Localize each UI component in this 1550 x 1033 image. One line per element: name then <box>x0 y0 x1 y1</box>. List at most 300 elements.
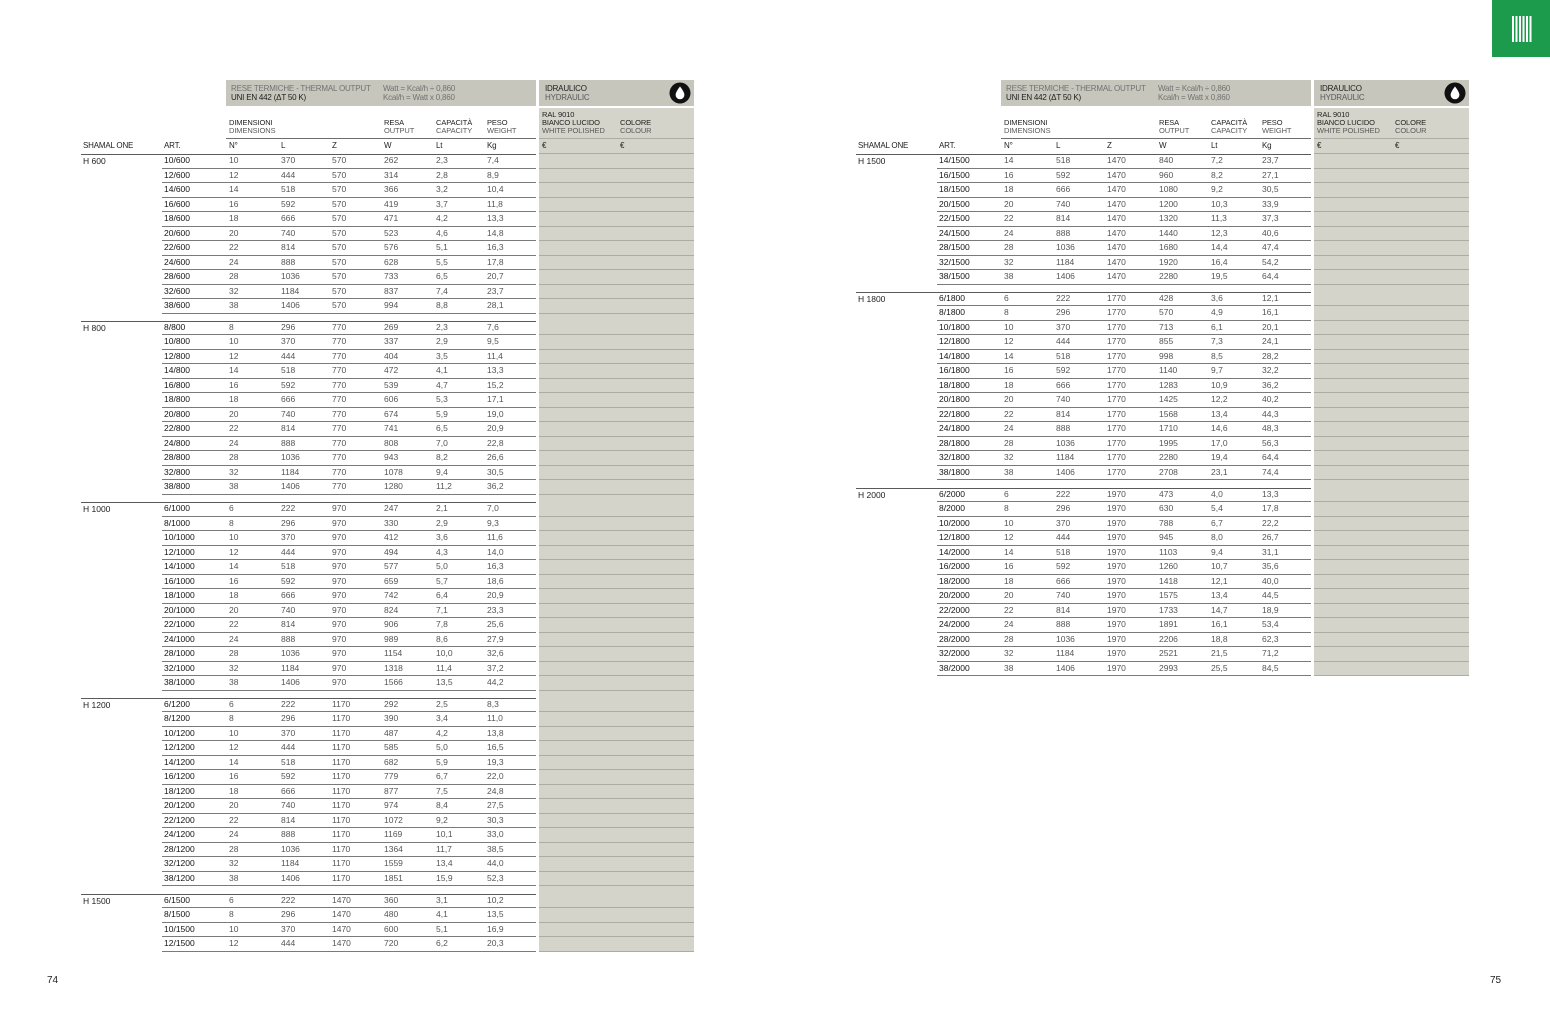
height-mm: 1970 <box>1107 503 1126 513</box>
table-row <box>937 531 1469 546</box>
weight-kg: 15,2 <box>487 379 504 390</box>
length-mm: 592 <box>281 575 296 586</box>
length-mm: 518 <box>1056 155 1071 165</box>
article-code: 32/800 <box>164 466 190 477</box>
length-mm: 740 <box>1056 198 1071 209</box>
capacity-label-it: CAPACITÀ <box>1211 118 1248 127</box>
length-mm: 1184 <box>1056 648 1075 658</box>
capacity-litres: 5,0 <box>436 561 448 571</box>
row-values <box>937 647 1311 662</box>
capacity-litres: 8,8 <box>436 300 448 310</box>
weight-kg: 19,0 <box>487 408 504 419</box>
weight-label-en: WEIGHT <box>1262 126 1292 135</box>
table-row <box>937 618 1469 633</box>
price-cell <box>1314 618 1469 633</box>
output-watt: 472 <box>384 365 399 376</box>
capacity-litres: 5,9 <box>436 756 448 767</box>
table-row <box>937 589 1469 604</box>
article-code: 38/1500 <box>939 271 970 281</box>
capacity-litres: 9,4 <box>1211 546 1223 557</box>
article-code: 32/1500 <box>939 256 970 267</box>
element-count: 6 <box>1004 292 1009 303</box>
article-code: 22/1500 <box>939 213 970 223</box>
element-count: 28 <box>229 648 239 658</box>
capacity-litres: 9,7 <box>1211 365 1223 376</box>
height-group <box>81 894 694 952</box>
height-mm: 1770 <box>1107 336 1126 347</box>
table-row <box>162 198 694 213</box>
element-count: 16 <box>1004 365 1014 376</box>
length-mm: 814 <box>281 423 296 434</box>
weight-kg: 62,3 <box>1262 633 1279 644</box>
length-mm: 296 <box>1056 307 1071 318</box>
capacity-litres: 16,1 <box>1211 619 1228 629</box>
length-mm: 296 <box>1056 503 1071 513</box>
element-count: 24 <box>229 437 239 448</box>
row-values <box>937 618 1311 633</box>
capacity-litres: 2,8 <box>436 169 448 180</box>
article-code: 38/2000 <box>939 662 970 673</box>
element-count: 18 <box>1004 379 1014 390</box>
article-code: 22/800 <box>164 423 190 434</box>
length-mm: 1036 <box>281 271 300 281</box>
capacity-label-en: CAPACITY <box>436 126 473 135</box>
weight-kg: 37,2 <box>487 662 504 673</box>
output-watt: 473 <box>1159 488 1174 499</box>
table-row <box>162 894 694 909</box>
price-cell <box>539 270 694 285</box>
capacity-litres: 2,1 <box>436 503 448 513</box>
output-watt: 570 <box>1159 307 1174 318</box>
output-watt: 1891 <box>1159 619 1178 629</box>
height-group <box>81 698 694 887</box>
output-watt: 855 <box>1159 336 1174 347</box>
table-row <box>937 364 1469 379</box>
height-mm: 1970 <box>1107 575 1126 586</box>
length-mm: 814 <box>281 242 296 252</box>
weight-kg: 71,2 <box>1262 648 1279 658</box>
article-code: 12/1200 <box>164 742 195 753</box>
weight-kg: 18,9 <box>1262 604 1279 615</box>
capacity-litres: 5,1 <box>436 923 448 934</box>
capacity-litres: 6,7 <box>436 771 448 782</box>
output-watt: 808 <box>384 437 399 448</box>
height-mm: 1470 <box>332 923 351 934</box>
weight-kg: 64,4 <box>1262 271 1279 281</box>
weight-kg: 40,0 <box>1262 575 1279 586</box>
length-mm: 740 <box>1056 394 1071 405</box>
article-code: 8/800 <box>164 321 186 332</box>
element-count: 32 <box>1004 452 1014 463</box>
height-mm: 1170 <box>332 771 351 782</box>
height-mm: 570 <box>332 184 347 194</box>
length-mm: 444 <box>281 350 296 361</box>
article-code: 22/1000 <box>164 619 195 629</box>
length-mm: 814 <box>1056 408 1071 419</box>
output-watt: 974 <box>384 800 399 811</box>
length-mm: 370 <box>1056 517 1071 528</box>
table-row <box>162 604 694 619</box>
height-mm: 770 <box>332 365 347 376</box>
element-count: 10 <box>229 532 239 542</box>
table-row <box>162 785 694 800</box>
weight-kg: 74,4 <box>1262 466 1279 477</box>
element-count: 6 <box>229 503 234 513</box>
element-count: 32 <box>1004 648 1014 658</box>
price-cell <box>1314 575 1469 590</box>
row-values <box>162 285 536 300</box>
height-mm: 770 <box>332 336 347 347</box>
row-values <box>937 364 1311 379</box>
height-mm: 1470 <box>332 894 351 905</box>
weight-kg: 30,5 <box>1262 184 1279 194</box>
price-cell <box>539 321 694 336</box>
article-code: 8/2000 <box>939 503 965 513</box>
length-mm: 296 <box>281 713 296 724</box>
output-watt: 330 <box>384 517 399 528</box>
weight-kg: 30,5 <box>487 466 504 477</box>
colour-label-en: COLOUR <box>620 126 652 135</box>
length-mm: 518 <box>281 561 296 571</box>
table-row <box>162 437 694 452</box>
capacity-litres: 11,2 <box>436 481 452 492</box>
article-code: 20/1500 <box>939 198 970 209</box>
output-watt: 1140 <box>1159 365 1178 376</box>
output-watt: 337 <box>384 336 399 347</box>
price-cell <box>539 698 694 713</box>
height-mm: 1770 <box>1107 350 1126 361</box>
table-row <box>937 270 1469 285</box>
table-row <box>937 408 1469 423</box>
capacity-litres: 12,2 <box>1211 394 1228 405</box>
capacity-litres: 5,5 <box>436 256 448 267</box>
height-mm: 1170 <box>332 858 351 869</box>
price-cell <box>1314 589 1469 604</box>
output-watt: 1318 <box>384 662 403 673</box>
element-count: 20 <box>229 604 239 615</box>
weight-kg: 31,1 <box>1262 546 1279 557</box>
capacity-litres: 7,5 <box>436 785 448 796</box>
row-values <box>937 212 1311 227</box>
capacity-litres: 7,3 <box>1211 336 1223 347</box>
output-watt: 1440 <box>1159 227 1178 238</box>
table-row <box>937 169 1469 184</box>
capacity-litres: 17,0 <box>1211 437 1228 448</box>
row-values <box>162 299 536 314</box>
height-mm: 770 <box>332 466 347 477</box>
row-values <box>937 379 1311 394</box>
row-values <box>937 227 1311 242</box>
height-mm: 1770 <box>1107 437 1126 448</box>
output-watt: 480 <box>384 909 399 919</box>
table-body <box>856 154 1469 676</box>
height-mm: 1970 <box>1107 662 1126 673</box>
output-watt: 960 <box>1159 169 1174 180</box>
price-cell <box>539 227 694 242</box>
element-count: 20 <box>229 408 239 419</box>
capacity-litres: 8,5 <box>1211 350 1223 361</box>
element-count: 18 <box>1004 575 1014 586</box>
height-mm: 1470 <box>1107 227 1126 238</box>
output-watt: 419 <box>384 198 399 209</box>
article-code: 10/1200 <box>164 727 195 738</box>
table-row <box>162 633 694 648</box>
table-row <box>937 292 1469 307</box>
capacity-litres: 7,2 <box>1211 155 1223 165</box>
group-height-label: H 1500 <box>858 156 886 166</box>
kcal-formula: Kcal/h = Watt x 0,860 <box>1158 93 1230 102</box>
length-mm: 592 <box>281 771 296 782</box>
length-mm: 666 <box>1056 184 1071 194</box>
price-cell <box>539 589 694 604</box>
height-mm: 570 <box>332 285 347 296</box>
length-mm: 1184 <box>281 662 300 673</box>
price-cell <box>1314 241 1469 256</box>
article-code: 6/1000 <box>164 503 190 513</box>
height-mm: 1970 <box>1107 633 1126 644</box>
article-code: 28/1500 <box>939 242 970 252</box>
price-cell <box>539 618 694 633</box>
length-mm: 222 <box>281 894 296 905</box>
price-cell <box>539 183 694 198</box>
price-cell <box>539 647 694 662</box>
price-cell <box>539 633 694 648</box>
weight-kg: 16,3 <box>487 242 504 252</box>
element-count: 20 <box>229 227 239 238</box>
height-mm: 1970 <box>1107 546 1126 557</box>
output-watt: 840 <box>1159 155 1174 165</box>
price-cell <box>539 285 694 300</box>
table-row <box>162 575 694 590</box>
element-count: 8 <box>229 909 234 919</box>
height-mm: 1170 <box>332 814 351 825</box>
length-mm: 592 <box>1056 365 1071 376</box>
row-values <box>162 857 536 872</box>
output-watt: 1575 <box>1159 590 1178 600</box>
length-mm: 666 <box>281 785 296 796</box>
length-mm: 222 <box>1056 488 1071 499</box>
column-header-price-white: € <box>1317 141 1322 150</box>
element-count: 18 <box>229 785 239 796</box>
price-cell <box>539 364 694 379</box>
length-mm: 740 <box>281 408 296 419</box>
price-cell <box>539 937 694 952</box>
price-cell <box>539 546 694 561</box>
price-cell <box>539 662 694 677</box>
length-mm: 370 <box>1056 321 1071 332</box>
height-mm: 1470 <box>1107 198 1126 209</box>
element-count: 6 <box>229 894 234 905</box>
article-code: 16/1200 <box>164 771 195 782</box>
height-mm: 970 <box>332 604 347 615</box>
price-cell <box>539 923 694 938</box>
weight-kg: 16,5 <box>487 742 504 753</box>
row-values <box>162 828 536 843</box>
capacity-label-en: CAPACITY <box>1211 126 1248 135</box>
row-values <box>162 517 536 532</box>
capacity-litres: 7,0 <box>436 437 448 448</box>
table-row <box>162 756 694 771</box>
row-values <box>937 408 1311 423</box>
length-mm: 888 <box>281 256 296 267</box>
length-mm: 666 <box>281 590 296 600</box>
table-row <box>937 437 1469 452</box>
row-values <box>162 575 536 590</box>
table-row <box>162 770 694 785</box>
height-mm: 1970 <box>1107 619 1126 629</box>
weight-kg: 44,2 <box>487 677 504 687</box>
length-mm: 888 <box>281 633 296 644</box>
article-code: 28/1800 <box>939 437 970 448</box>
group-height-label: H 1000 <box>83 504 111 514</box>
row-values <box>937 633 1311 648</box>
price-cell <box>539 451 694 466</box>
element-count: 18 <box>229 394 239 405</box>
price-cell <box>539 712 694 727</box>
height-group <box>81 154 694 314</box>
column-header-price-white: € <box>542 141 547 150</box>
output-watt: 1260 <box>1159 561 1178 571</box>
column-header-price-colour: € <box>620 141 625 150</box>
price-cell <box>539 393 694 408</box>
price-cell <box>539 169 694 184</box>
height-mm: 970 <box>332 546 347 557</box>
row-values <box>937 241 1311 256</box>
output-watt: 1364 <box>384 843 403 854</box>
length-mm: 296 <box>281 517 296 528</box>
weight-kg: 22,8 <box>487 437 504 448</box>
output-watt: 390 <box>384 713 399 724</box>
price-cell <box>539 437 694 452</box>
element-count: 18 <box>229 213 239 223</box>
weight-kg: 12,1 <box>1262 292 1279 303</box>
weight-kg: 10,4 <box>487 184 504 194</box>
price-cell <box>1314 270 1469 285</box>
article-code: 10/1800 <box>939 321 970 332</box>
article-code: 28/800 <box>164 452 190 463</box>
weight-kg: 7,4 <box>487 155 499 165</box>
capacity-litres: 19,4 <box>1211 452 1228 463</box>
length-mm: 740 <box>281 800 296 811</box>
output-watt: 824 <box>384 604 399 615</box>
output-watt: 659 <box>384 575 399 586</box>
row-values <box>162 270 536 285</box>
length-mm: 518 <box>281 184 296 194</box>
element-count: 28 <box>1004 437 1014 448</box>
length-mm: 518 <box>1056 546 1071 557</box>
table-row <box>162 183 694 198</box>
length-mm: 666 <box>1056 575 1071 586</box>
article-code: 20/1000 <box>164 604 195 615</box>
element-count: 38 <box>1004 662 1014 673</box>
article-code: 6/1200 <box>164 698 190 709</box>
table-row <box>162 647 694 662</box>
element-count: 10 <box>1004 517 1014 528</box>
table-row <box>162 662 694 677</box>
element-count: 12 <box>229 546 239 557</box>
output-watt: 1680 <box>1159 242 1178 252</box>
price-cell <box>539 408 694 423</box>
element-count: 12 <box>229 169 239 180</box>
element-count: 6 <box>1004 488 1009 499</box>
column-header-elements: N° <box>229 141 238 150</box>
row-values <box>162 937 536 952</box>
table-row <box>162 828 694 843</box>
row-values <box>162 799 536 814</box>
height-group <box>81 502 694 691</box>
row-values <box>162 350 536 365</box>
element-count: 8 <box>229 517 234 528</box>
weight-kg: 26,7 <box>1262 532 1279 542</box>
row-values <box>162 241 536 256</box>
length-mm: 666 <box>281 394 296 405</box>
capacity-litres: 14,6 <box>1211 423 1228 434</box>
height-mm: 1470 <box>1107 169 1126 180</box>
column-header-kg: Kg <box>1262 141 1272 150</box>
price-cell <box>1314 604 1469 619</box>
capacity-litres: 8,2 <box>436 452 448 463</box>
capacity-litres: 4,6 <box>436 227 448 238</box>
water-drop-icon <box>1444 82 1466 104</box>
price-cell <box>1314 560 1469 575</box>
element-count: 22 <box>229 423 239 434</box>
table-row <box>937 488 1469 503</box>
length-mm: 370 <box>281 727 296 738</box>
output-watt: 1080 <box>1159 184 1178 194</box>
length-mm: 592 <box>1056 169 1071 180</box>
element-count: 20 <box>1004 198 1014 209</box>
price-cell <box>539 727 694 742</box>
output-watt: 1072 <box>384 814 403 825</box>
height-mm: 1770 <box>1107 408 1126 419</box>
weight-kg: 25,6 <box>487 619 504 629</box>
price-cell <box>539 350 694 365</box>
height-mm: 1470 <box>1107 213 1126 223</box>
price-cell <box>539 799 694 814</box>
article-code: 10/1500 <box>164 923 195 934</box>
height-mm: 1970 <box>1107 532 1126 542</box>
height-mm: 770 <box>332 437 347 448</box>
height-mm: 1170 <box>332 872 351 883</box>
price-cell <box>1314 335 1469 350</box>
price-cell <box>539 466 694 481</box>
capacity-litres: 10,9 <box>1211 379 1228 390</box>
output-watt: 998 <box>1159 350 1174 361</box>
article-code: 14/1000 <box>164 561 195 571</box>
element-count: 38 <box>1004 271 1014 281</box>
row-values <box>162 785 536 800</box>
element-count: 24 <box>1004 423 1014 434</box>
capacity-litres: 14,4 <box>1211 242 1228 252</box>
length-mm: 666 <box>1056 379 1071 390</box>
element-count: 32 <box>229 858 239 869</box>
length-mm: 370 <box>281 532 296 542</box>
output-watt: 682 <box>384 756 399 767</box>
length-mm: 444 <box>1056 336 1071 347</box>
subheader-divider <box>1001 138 1311 139</box>
element-count: 14 <box>229 365 239 376</box>
row-values <box>162 923 536 938</box>
height-mm: 770 <box>332 408 347 419</box>
weight-kg: 18,6 <box>487 575 504 586</box>
article-code: 18/2000 <box>939 575 970 586</box>
price-cell <box>1314 517 1469 532</box>
height-mm: 1170 <box>332 727 351 738</box>
output-watt: 2708 <box>1159 466 1178 477</box>
price-cell <box>539 872 694 887</box>
table-row <box>162 335 694 350</box>
length-mm: 1184 <box>1056 256 1075 267</box>
